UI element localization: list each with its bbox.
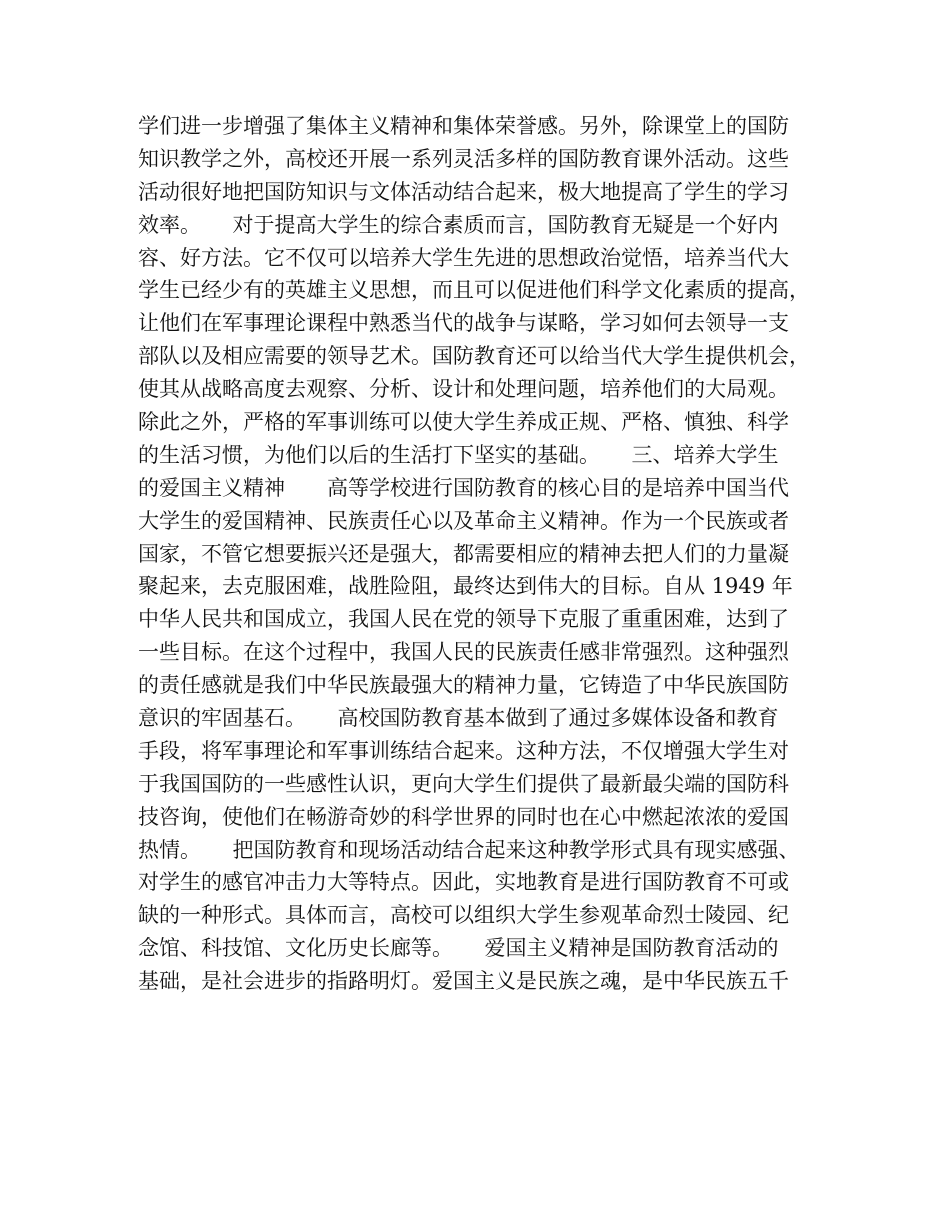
- text-line: 大学生的爱国精神、民族责任心以及革命主义精神。作为一个民族或者: [138, 508, 789, 533]
- text-line: 的生活习惯，为他们以后的生活打下坚实的基础。 三、培养大学生: [138, 442, 779, 467]
- text-line: 学们进一步增强了集体主义精神和集体荣誉感。另外，除课堂上的国防: [138, 114, 789, 138]
- text-line: 缺的一种形式。具体而言，高校可以组织大学生参观革命烈士陵园、纪: [138, 903, 789, 928]
- text-line: 念馆、科技馆、文化历史长廊等。 爱国主义精神是国防教育活动的: [138, 936, 779, 961]
- text-line: 技咨询，使他们在畅游奇妙的科学世界的同时也在心中燃起浓浓的爱国: [138, 804, 789, 829]
- text-line: 基础，是社会进步的指路明灯。爱国主义是民族之魂，是中华民族五千: [138, 969, 789, 994]
- text-line: 的责任感就是我们中华民族最强大的精神力量，它铸造了中华民族国防: [138, 673, 789, 698]
- text-line: 活动很好地把国防知识与文体活动结合起来，极大地提高了学生的学习: [138, 179, 789, 204]
- text-line: 的爱国主义精神 高等学校进行国防教育的核心目的是培养中国当代: [138, 475, 789, 500]
- text-line: 国家，不管它想要振兴还是强大，都需要相应的精神去把人们的力量凝: [138, 541, 789, 566]
- text-line: 热情。 把国防教育和现场活动结合起来这种教学形式具有现实感强、: [138, 837, 800, 862]
- text-line: 中华人民共和国成立，我国人民在党的领导下克服了重重困难，达到了: [138, 607, 789, 632]
- body-text: [138, 110, 828, 998]
- text-line: 于我国国防的一些感性认识，更向大学生们提供了最新最尖端的国防科: [138, 771, 789, 796]
- text-line: 让他们在军事理论课程中熟悉当代的战争与谋略，学习如何去领导一支: [138, 311, 789, 336]
- text-line: 容、好方法。它不仅可以培养大学生先进的思想政治觉悟，培养当代大: [138, 245, 789, 270]
- text-line: 知识教学之外，高校还开展一系列灵活多样的国防教育课外活动。这些: [138, 146, 789, 171]
- text-line: 部队以及相应需要的领导艺术。国防教育还可以给当代大学生提供机会，: [138, 344, 810, 369]
- text-line: 意识的牢固基石。 高校国防教育基本做到了通过多媒体设备和教育: [138, 706, 779, 731]
- text-line: 除此之外，严格的军事训练可以使大学生养成正规、严格、慎独、科学: [138, 410, 789, 435]
- text-line: 使其从战略高度去观察、分析、设计和处理问题，培养他们的大局观。: [138, 377, 789, 402]
- text-line: 聚起来，去克服困难，战胜险阻，最终达到伟大的目标。自从 1949 年: [138, 574, 793, 599]
- text-line: 手段，将军事理论和军事训练结合起来。这种方法，不仅增强大学生对: [138, 738, 789, 763]
- text-line: 一些目标。在这个过程中，我国人民的民族责任感非常强烈。这种强烈: [138, 640, 789, 665]
- text-line: 对学生的感官冲击力大等特点。因此，实地教育是进行国防教育不可或: [138, 870, 789, 895]
- text-line: 效率。 对于提高大学生的综合素质而言，国防教育无疑是一个好内: [138, 212, 779, 237]
- text-line: 学生已经少有的英雄主义思想，而且可以促进他们科学文化素质的提高，: [138, 278, 810, 303]
